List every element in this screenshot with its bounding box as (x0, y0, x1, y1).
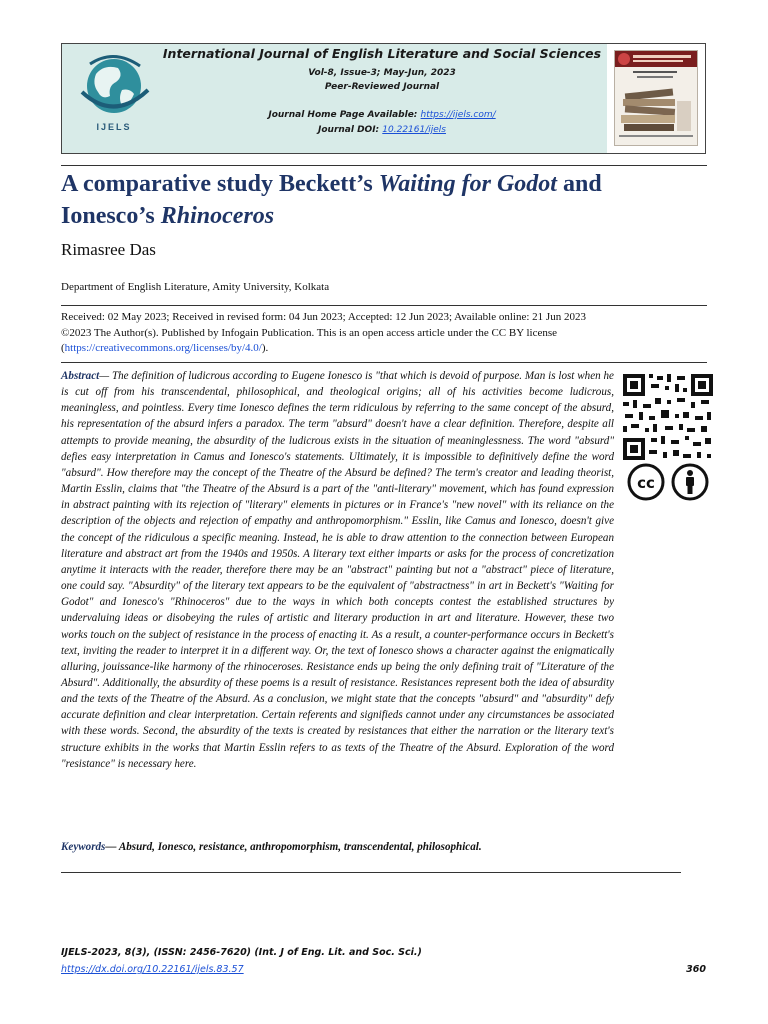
peer-reviewed-label: Peer-Reviewed Journal (324, 82, 440, 92)
abstract-label: Abstract (61, 370, 100, 382)
journal-home-page (157, 110, 607, 120)
journal-doi (157, 125, 607, 135)
footer-doi-link[interactable]: https://dx.doi.org/10.22161/ijels.83.57 (61, 964, 244, 975)
keywords-label: Keywords (61, 841, 106, 853)
divider (61, 305, 707, 306)
dates-line: Received: 02 May 2023; Received in revised form: 04 Jun 2023; Accepted: 12 Jun 2023; Available online: 21 Jun 2023 (61, 311, 586, 323)
journal-logo-icon (74, 52, 154, 144)
divider (61, 872, 681, 873)
title-part: A comparative study Beckett’s (61, 171, 379, 197)
logo-text: IJELS (96, 122, 132, 132)
home-page-link[interactable]: https://ijels.com/ (420, 110, 496, 120)
divider (61, 165, 707, 166)
abstract-dash: — (99, 370, 112, 382)
home-page-label: Journal Home Page Available: (268, 110, 421, 120)
license-url-line: (https://creativecommons.org/licenses/by/4.0/). (61, 342, 269, 354)
cc-by-license-icon[interactable] (626, 462, 712, 502)
journal-title: International Journal of English Literature and Social Sciences (162, 46, 602, 61)
keywords (61, 841, 681, 853)
keywords-text: Absurd, Ionesco, resistance, anthropomorphism, transcendental, philosophical. (118, 841, 482, 853)
page-number: 360 (686, 964, 706, 975)
license-line: ©2023 The Author(s). Published by Infogain Publication. This is an open access article under the CC BY license (61, 326, 558, 339)
author-affiliation: Department of English Literature, Amity University, Kolkata (61, 281, 330, 293)
title-part: and Ionesco’s (61, 171, 602, 229)
svg-text:cc: cc (637, 474, 655, 492)
keywords-dash: — (105, 841, 119, 853)
divider (61, 362, 707, 363)
title-italic: Waiting for Godot (378, 171, 557, 197)
doi-label: Journal DOI: (318, 125, 383, 135)
license-link[interactable]: https://creativecommons.org/licenses/by/4.0/ (64, 342, 262, 354)
journal-cover-image (614, 50, 698, 146)
title-italic: Rhinoceros (160, 203, 275, 229)
article-dates (61, 310, 701, 357)
qr-code-icon (621, 372, 715, 462)
footer-citation: IJELS-2023, 8(3), (ISSN: 2456-7620) (Int. J of Eng. Lit. and Soc. Sci.) (61, 947, 422, 958)
abstract-text: The definition of ludicrous according to Eugene Ionesco is "that which is devoid of purpose. Man is lost when he is cut off from his transcendental, philosophical, and theological origins; all of his activities become ludicrous, meaningless, and pointless. Every time Ionesco defines the term ridiculous by referring to the same concept of the absurd, his representation of the absurd infers a paradox. The term "absurd" doesn't have a clear definition. Therefore, despite all attempts to provide meaning, the absurdity of the ludicrous exists in the situation of meaninglessness. The word "absurd" defies easy interpretation in Camus and Ionesco's statements. Ultimately, it is impossible to definitively define the word "absurd". How therefore may the concept of the Theatre of the Absurd be defined? The term's creator and leading theorist, Martin Esslin, claims that "the Theatre of the Absurd is a part of the "anti-literary" movement, which has found expression in abstract painting with its rejection of "literary" elements in pictures or in France's "new novel" with its reliance on the description of the objects and rejection of empathy and anthropomorphism." Esslin, like Camus and Ionesco, doesn't give the concept of the ridiculous a specific meaning. Instead, he is able to draw attention to the connection between European literature and abstract art from the 1940s and 1950s. A literary text either imparts or asks for the process of concretization anytime it interacts with the reader, therefore there may be an "abstract" painting but not a "abstract" piece of literature, one could say. "Absurdity" of the literary text appears to be the equivalent of "abstractness" in art in Beckett's "Waiting for Godot" and Ionesco's "Rhinoceros" due to the ways in which both concepts contest the established structures by undervaluing ideas or disobeying the rules of artistic and literary production in art and literature. However, these two works touch on the subject of resistance in the process of enacting it. As a result, a counter-performance occurs in Beckett's text, inviting the reader to interpret it in a different way. Or, the text of Ionesco shows a character against the enigmatically alluring, jouissance-like harmony of the rhinoceroses. Resistance ends up being the only defining trait of "Literature of the Absurd". Additionally, the absurdity of these poems is a result of resistance. Resistances represent both the idea of absurdity and the texts of the Theatre of the Absurd. As a conclusion, we might state that the concepts "absurd" and "absurdity" defy accurate definition and clear interpretation. Certain referents and signifieds cannot under any circumstances be associated with these words. Second, the absurdity of the texts is created by resistances that either the narration or the literary text's structure exhibits in the works that Martin Esslin refers to as texts of the Theatre of the Absurd. Exploration of the word "resistance" is necessary here. (61, 370, 614, 770)
abstract (61, 368, 614, 772)
doi-link[interactable]: 10.22161/ijels (382, 125, 446, 135)
article-title (61, 168, 701, 232)
journal-volume: Vol-8, Issue-3; May-Jun, 2023 (308, 68, 456, 78)
journal-header (61, 43, 706, 154)
author-name: Rimasree Das (61, 240, 156, 259)
